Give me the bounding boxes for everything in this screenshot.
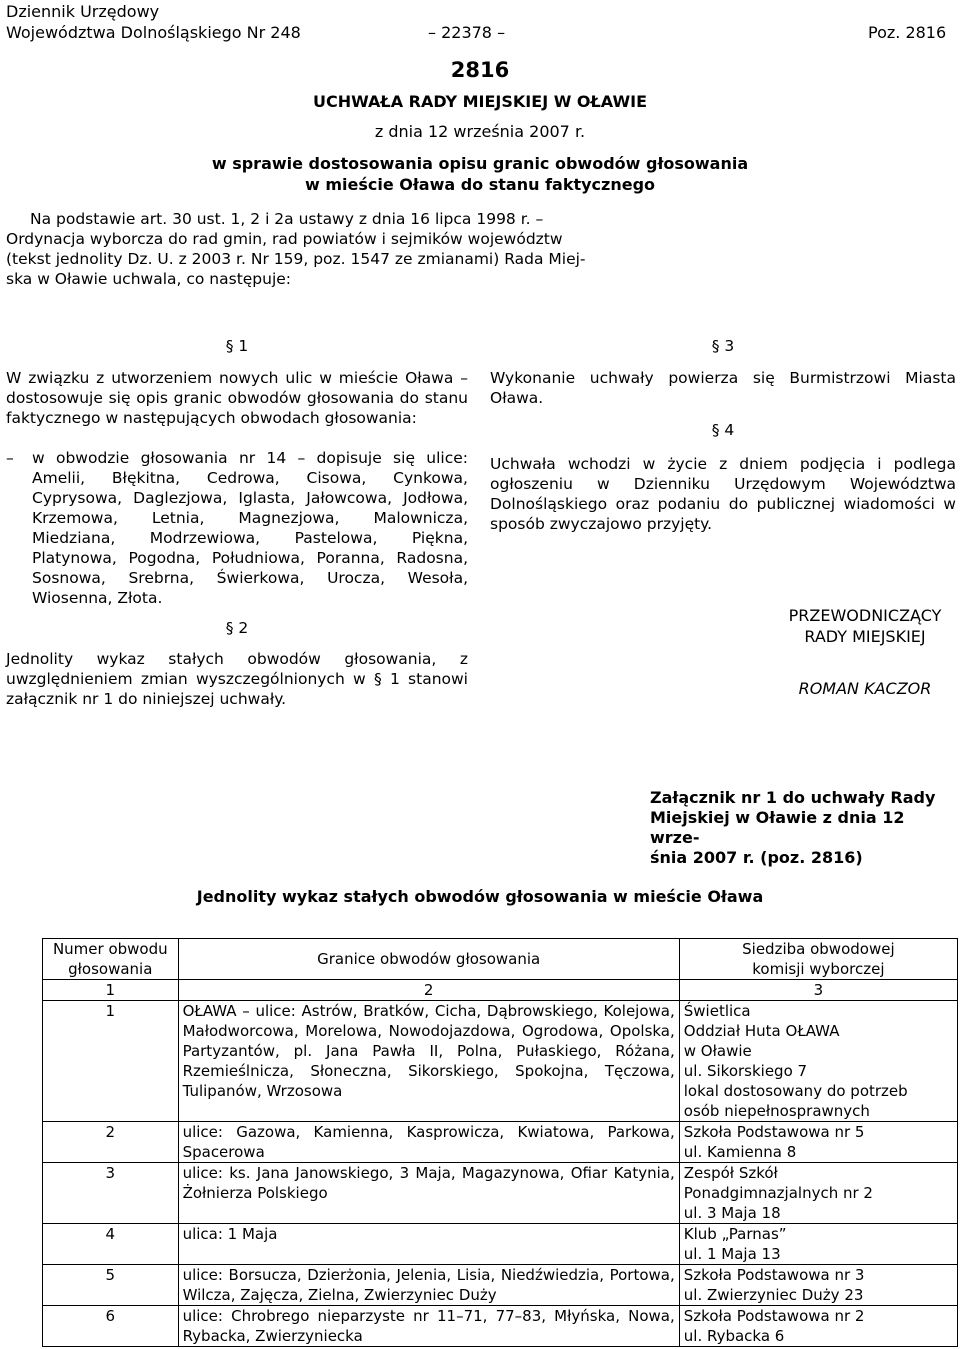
table-column-numbers-row — [43, 980, 958, 1001]
column-number: 3 — [679, 980, 957, 1001]
document-subject-line2: w mieście Oława do stanu faktycznego — [304, 175, 656, 194]
header-commission-seat — [679, 939, 957, 980]
seat-line: Szkoła Podstawowa nr 5 — [683, 1123, 865, 1141]
preamble-line: ska w Oławie uchwala, co następuje: — [6, 270, 292, 288]
journal-name: Dziennik Urzędowy — [6, 2, 160, 21]
seat-line: Szkoła Podstawowa nr 3 — [683, 1266, 865, 1284]
seat-line: ul. 3 Maja 18 — [683, 1204, 781, 1222]
table-row — [43, 1001, 958, 1122]
document-date: z dnia 12 września 2007 r. — [374, 122, 586, 141]
column-number: 1 — [43, 980, 179, 1001]
district-bounds: ulice: Borsucza, Dzierżonia, Jelenia, Lisia, Niedźwiedzia, Portowa, Wilcza, Zajęcza, Zielna, Zwierzyniec Duży — [178, 1265, 679, 1306]
section-4-text: Uchwała wchodzi w życie z dniem podjęcia i podlega ogłoszeniu w Dzienniku Urzędowym Województwa Dolnośląskiego oraz podaniu do publicznej wiadomości w sposób zwyczajowo przyjęty. — [490, 455, 956, 533]
seat-line: Ponadgimnazjalnych nr 2 — [683, 1184, 873, 1202]
table-row — [43, 1306, 958, 1347]
document-number: 2816 — [450, 58, 510, 82]
seat-line: Świetlica — [683, 1002, 751, 1020]
seat-line: Oddział Huta OŁAWA — [683, 1022, 840, 1040]
commission-seat — [679, 1224, 957, 1265]
section-3-title: § 3 — [711, 337, 735, 355]
page-number: – 22378 – — [428, 23, 506, 42]
seat-line: ul. Kamienna 8 — [683, 1143, 797, 1161]
commission-seat — [679, 1001, 957, 1122]
preamble-line: (tekst jednolity Dz. U. z 2003 r. Nr 159, poz. 1547 ze zmianami) Rada Miej- — [6, 250, 586, 268]
header-text: Siedziba obwodowej — [742, 940, 895, 958]
seat-line: Szkoła Podstawowa nr 2 — [683, 1307, 865, 1325]
district-number: 3 — [43, 1163, 179, 1224]
section-3-text: Wykonanie uchwały powierza się Burmistrzowi Miasta Oława. — [490, 369, 956, 407]
district-bounds: ulica: 1 Maja — [178, 1224, 679, 1265]
header-text: Numer obwodu — [52, 940, 168, 958]
seat-line: Zespół Szkół — [683, 1164, 778, 1182]
header-text: komisji wyborczej — [752, 960, 885, 978]
signature-title-line2: RADY MIEJSKIEJ — [804, 627, 926, 646]
list-dash: – — [6, 449, 14, 467]
district-bounds: ulice: ks. Jana Janowskiego, 3 Maja, Magazynowa, Ofiar Katynia, Żołnierza Polskiego — [178, 1163, 679, 1224]
section-1-title: § 1 — [225, 337, 249, 355]
journal-issue: Województwa Dolnośląskiego Nr 248 — [6, 23, 301, 42]
table-row — [43, 1122, 958, 1163]
header-district-bounds: Granice obwodów głosowania — [178, 939, 679, 980]
commission-seat — [679, 1122, 957, 1163]
section-2-text: Jednolity wykaz stałych obwodów głosowania, z uwzględnieniem zmian wyszczególnionych w § 1 stanowi załącznik nr 1 do niniejszej uchwały. — [6, 650, 468, 708]
annex-caption-line: śnia 2007 r. (poz. 2816) — [650, 848, 863, 867]
district-bounds: ulice: Gazowa, Kamienna, Kasprowicza, Kwiatowa, Parkowa, Spacerowa — [178, 1122, 679, 1163]
district-bounds: OŁAWA – ulice: Astrów, Bratków, Cicha, Dąbrowskiego, Kolejowa, Małodworcowa, Morelowa, Nowodojazdowa, Ogrodowa, Opolska, Partyzantów, pl. Jana Pawła II, Polna, Pułaskiego, Różana, Rzemieślnicza, Słoneczna, Sikorskiego, Spokojna, Tęczowa, Tulipanów, Wrzosowa — [178, 1001, 679, 1122]
district-number: 2 — [43, 1122, 179, 1163]
seat-line: lokal dostosowany do potrzeb — [683, 1082, 908, 1100]
column-number: 2 — [178, 980, 679, 1001]
seat-line: ul. Zwierzyniec Duży 23 — [683, 1286, 864, 1304]
annex-caption-line: Miejskiej w Oławie z dnia 12 wrze- — [650, 808, 905, 847]
table-row — [43, 1224, 958, 1265]
signature-name: ROMAN KACZOR — [798, 679, 932, 698]
commission-seat — [679, 1163, 957, 1224]
header-text: głosowania — [68, 960, 153, 978]
seat-line: ul. 1 Maja 13 — [683, 1245, 781, 1263]
district-number: 6 — [43, 1306, 179, 1347]
section-4-title: § 4 — [711, 421, 735, 439]
seat-line: w Oławie — [683, 1042, 752, 1060]
commission-seat — [679, 1265, 957, 1306]
document-title: UCHWAŁA RADY MIEJSKIEJ W OŁAWIE — [312, 92, 647, 111]
section-1-list-text: w obwodzie głosowania nr 14 – dopisuje się ulice: Amelii, Błękitna, Cedrowa, Cisowa, Cynkowa, Cyprysowa, Daglezjowa, Iglasta, Jałowcowa, Jodłowa, Krzemowa, Letnia, Magnezjowa, Malownicza, Miedziana, Modrzewiowa, Pastelowa, Piękna, Platynowa, Pogodna, Południowa, Poranna, Radosna, Sosnowa, Srebrna, Świerkowa, Urocza, Wesoła, Wiosenna, Złota. — [32, 449, 468, 607]
table-header-row — [43, 939, 958, 980]
commission-seat — [679, 1306, 957, 1347]
section-1-list-item — [6, 448, 468, 608]
district-number: 5 — [43, 1265, 179, 1306]
preamble-line: Na podstawie art. 30 ust. 1, 2 i 2a ustawy z dnia 16 lipca 1998 r. – — [30, 210, 544, 228]
position-number: Poz. 2816 — [868, 23, 947, 42]
section-2-title: § 2 — [225, 619, 249, 637]
seat-line: ul. Sikorskiego 7 — [683, 1062, 808, 1080]
header-district-number — [43, 939, 179, 980]
seat-line: osób niepełnosprawnych — [683, 1102, 870, 1120]
district-number: 1 — [43, 1001, 179, 1122]
annex-caption-line: Załącznik nr 1 do uchwały Rady — [650, 788, 936, 807]
table-row — [43, 1163, 958, 1224]
district-bounds: ulice: Chrobrego nieparzyste nr 11–71, 77–83, Młyńska, Nowa, Rybacka, Zwierzyniecka — [178, 1306, 679, 1347]
annex-caption — [650, 788, 958, 868]
signature-title-line1: PRZEWODNICZĄCY — [788, 606, 942, 625]
section-1-text: W związku z utworzeniem nowych ulic w mieście Oława – dostosowuje się opis granic obwodów głosowania do stanu faktycznego w następujących obwodach głosowania: — [6, 369, 468, 427]
district-number: 4 — [43, 1224, 179, 1265]
seat-line: ul. Rybacka 6 — [683, 1327, 785, 1345]
document-subject-line1: w sprawie dostosowania opisu granic obwodów głosowania — [211, 154, 749, 173]
seat-line: Klub „Parnas” — [683, 1225, 787, 1243]
table-row — [43, 1265, 958, 1306]
preamble-line: Ordynacja wyborcza do rad gmin, rad powiatów i sejmików województw — [6, 230, 563, 248]
polling-districts-table — [42, 938, 958, 1347]
preamble — [6, 209, 790, 289]
annex-title: Jednolity wykaz stałych obwodów głosowania w mieście Oława — [196, 887, 764, 906]
